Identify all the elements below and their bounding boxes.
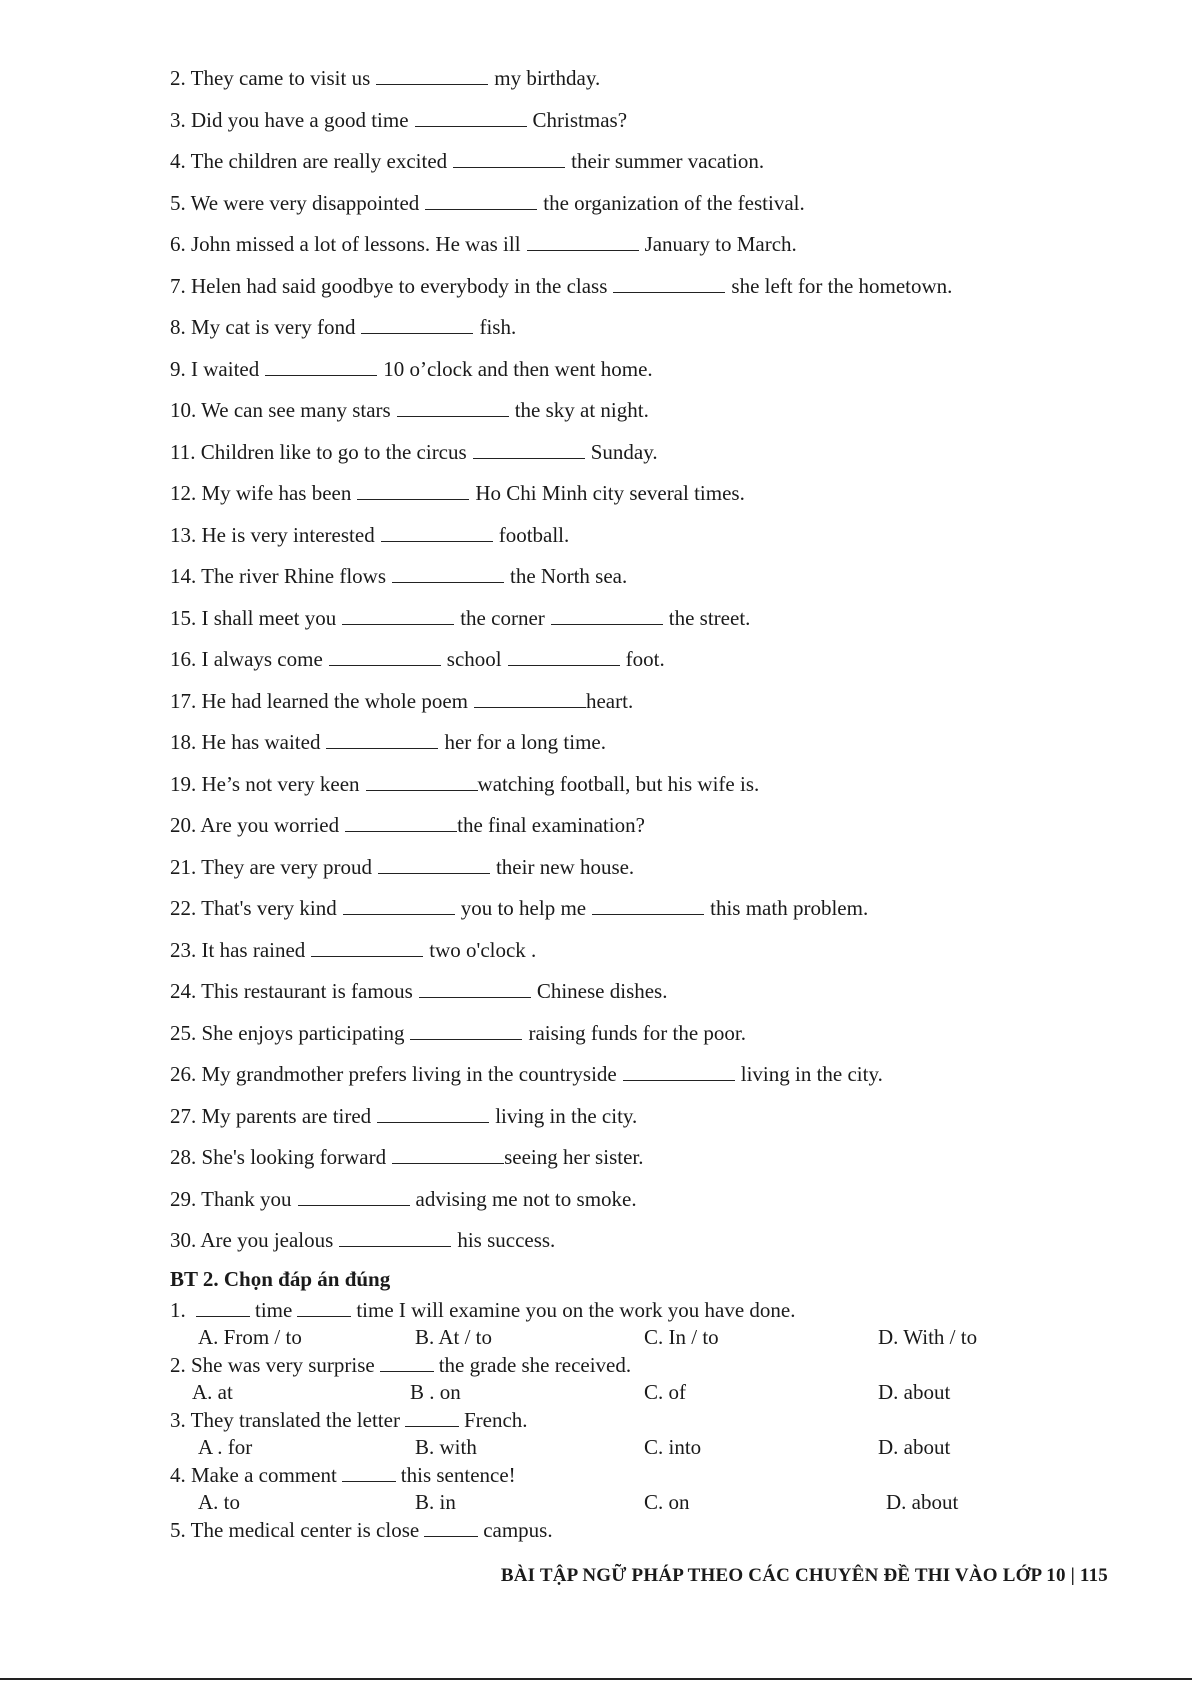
question-25 [170,1019,1130,1061]
question-text: heart. [585,688,634,713]
question-text: football. [498,522,570,547]
answer-blank[interactable] [343,898,455,915]
answer-blank[interactable] [326,732,438,749]
question-text: the North sea. [510,564,628,588]
question-number: 28. [170,1145,197,1169]
question-text: The medical center is close [190,1518,420,1542]
question-text: She was very surprise [191,1353,375,1377]
answer-blank[interactable] [527,234,639,251]
question-text: two o'clock . [429,937,537,962]
question-number: 21. [170,854,197,879]
mc-question-3 [170,1407,1130,1434]
answer-blank[interactable] [376,68,488,85]
option-a[interactable]: A . for [198,1435,253,1459]
question-29 [170,1185,1130,1227]
question-text: This restaurant is famous [201,979,413,1003]
question-number: 18. [170,730,197,754]
question-number: 1. [170,1298,186,1322]
question-text: She enjoys participating [201,1020,405,1045]
question-text: school [446,647,502,671]
question-text: They came to visit us [190,66,371,90]
question-number: 9. [170,356,186,381]
answer-blank[interactable] [592,898,704,915]
question-number: 29. [170,1186,197,1211]
answer-blank[interactable] [378,857,490,874]
question-number: 3. [170,107,186,132]
question-text: I always come [201,647,323,671]
answer-blank[interactable] [361,317,473,334]
question-text: The children are really excited [190,149,448,173]
answer-blank[interactable] [297,1301,351,1317]
answer-blank[interactable] [366,774,478,791]
option-d[interactable]: D. about [878,1380,951,1404]
option-c[interactable]: C. In / to [644,1325,719,1349]
question-text: seeing her sister. [504,1145,644,1169]
question-number: 19. [170,771,197,796]
question-11 [170,438,1130,480]
question-text: watching football, but his wife is. [477,771,760,796]
answer-blank[interactable] [392,1147,504,1164]
question-text: the grade she received. [438,1353,632,1377]
question-number: 17. [170,688,197,713]
mc-question-4 [170,1462,1130,1489]
option-d[interactable]: D. about [878,1435,951,1459]
mc-question-2 [170,1352,1130,1379]
question-text: Make a comment [191,1463,337,1487]
question-16 [170,645,1130,687]
bottom-divider [0,1678,1192,1680]
option-b[interactable]: B . on [410,1380,461,1404]
question-text: foot. [625,647,665,671]
question-text: My parents are tired [201,1103,372,1128]
question-number: 14. [170,564,197,588]
question-text: Ho Chi Minh city several times. [475,481,745,505]
question-7 [170,272,1130,314]
question-text: Helen had said goodbye to everybody in the class [191,273,608,298]
option-b[interactable]: B. At / to [415,1325,493,1349]
question-26 [170,1060,1130,1102]
answer-blank[interactable] [265,359,377,376]
question-text: living in the city. [740,1062,883,1086]
question-number: 5. [170,190,186,215]
question-text: time I will examine you on the work you have done. [356,1298,796,1322]
question-text: She's looking forward [201,1145,387,1169]
question-text: It has rained [201,937,306,962]
question-text: That's very kind [201,896,337,920]
question-24 [170,977,1130,1019]
option-d[interactable]: D. about [886,1490,959,1514]
answer-blank[interactable] [381,525,493,542]
answer-blank[interactable] [425,193,537,210]
answer-blank[interactable] [329,649,441,666]
page-footer: BÀI TẬP NGỮ PHÁP THEO CÁC CHUYÊN ĐỀ THI VÀO LỚP 10 | 115 [500,1565,1108,1586]
question-text: Children like to go to the circus [200,439,467,464]
section-title: BT 2. Chọn đáp án đúng [170,1267,391,1291]
option-a[interactable]: A. From / to [198,1325,302,1349]
mc-options-2 [170,1379,1130,1407]
question-text: Sunday. [590,439,658,464]
question-19 [170,770,1130,812]
question-text: 10 o’clock and then went home. [383,356,653,381]
question-text: Thank you [201,1186,292,1211]
question-text: My grandmother prefers living in the countryside [201,1062,617,1086]
question-number: 8. [170,315,186,339]
question-text: she left for the hometown. [731,273,953,298]
option-c[interactable]: C. of [644,1380,686,1404]
option-b[interactable]: B. in [415,1490,456,1514]
mc-question-1 [170,1297,1130,1324]
question-text: We can see many stars [201,398,391,422]
question-number: 26. [170,1062,197,1086]
question-text: the organization of the festival. [543,190,805,215]
question-text: Chinese dishes. [536,979,668,1003]
question-text: Are you jealous [200,1228,334,1252]
question-text: advising me not to smoke. [415,1186,637,1211]
question-text: raising funds for the poor. [528,1020,747,1045]
exercise-2 [170,1265,1130,1544]
question-text: Did you have a good time [191,107,409,132]
option-d[interactable]: D. With / to [878,1325,978,1349]
question-number: 5. [170,1518,186,1542]
answer-blank[interactable] [453,151,565,168]
answer-blank[interactable] [508,649,620,666]
question-17 [170,687,1130,729]
question-number: 4. [170,1463,186,1487]
question-text: He is very interested [201,522,375,547]
question-text: I shall meet you [201,605,337,630]
answer-blank[interactable] [623,1064,735,1081]
answer-blank[interactable] [342,1466,396,1482]
question-23 [170,936,1130,978]
question-6 [170,230,1130,272]
answer-blank[interactable] [474,691,586,708]
question-text: French. [463,1408,528,1432]
question-text: Are you worried [200,813,340,837]
question-text: the final examination? [457,813,645,837]
answer-blank[interactable] [377,1106,489,1123]
question-30 [170,1226,1130,1268]
question-10 [170,396,1130,438]
mc-options-1 [170,1324,1130,1352]
question-20 [170,811,1130,853]
question-number: 3. [170,1408,186,1432]
question-text: John missed a lot of lessons. He was ill [191,232,521,256]
exercise-1-list [170,64,1130,1268]
question-text: her for a long time. [444,730,606,754]
option-b[interactable]: B. with [415,1435,477,1459]
question-text: January to March. [644,232,797,256]
question-12 [170,479,1130,521]
question-27 [170,1102,1130,1144]
answer-blank[interactable] [339,1230,451,1247]
answer-blank[interactable] [405,1411,459,1427]
question-number: 23. [170,937,197,962]
question-text: They are very proud [201,854,372,879]
question-number: 13. [170,522,197,547]
question-text: He has waited [201,730,321,754]
question-9 [170,355,1130,397]
answer-blank[interactable] [551,608,663,625]
question-number: 24. [170,979,197,1003]
question-text: We were very disappointed [190,190,420,215]
question-22 [170,894,1130,936]
answer-blank[interactable] [311,940,423,957]
question-text: My cat is very fond [191,315,356,339]
question-text: their new house. [495,854,635,879]
answer-blank[interactable] [424,1521,478,1537]
question-text: the street. [668,605,751,630]
option-a[interactable]: A. at [192,1380,233,1404]
question-number: 2. [170,66,186,90]
answer-blank[interactable] [380,1356,434,1372]
question-text: I waited [191,356,260,381]
question-21 [170,853,1130,895]
question-number: 30. [170,1228,197,1252]
mc-options-3 [170,1434,1130,1462]
question-13 [170,521,1130,563]
question-15 [170,604,1130,646]
mc-question-5 [170,1517,1130,1544]
option-c[interactable]: C. into [644,1435,702,1459]
answer-blank[interactable] [392,566,504,583]
answer-blank[interactable] [410,1023,522,1040]
question-3 [170,106,1130,148]
question-number: 11. [170,439,196,464]
question-text: campus. [483,1518,553,1542]
question-text: The river Rhine flows [201,564,386,588]
question-text: He’s not very keen [201,771,360,796]
option-c[interactable]: C. on [644,1490,690,1514]
option-a[interactable]: A. to [198,1490,240,1514]
question-number: 6. [170,232,186,256]
question-8 [170,313,1130,355]
question-text: time [255,1298,293,1322]
answer-blank[interactable] [419,981,531,998]
question-text: their summer vacation. [571,149,765,173]
question-text: my birthday. [494,66,601,90]
question-text: Christmas? [532,107,628,132]
answer-blank[interactable] [613,276,725,293]
mc-options-4 [170,1489,1130,1517]
question-number: 15. [170,605,197,630]
question-18 [170,728,1130,770]
question-28 [170,1143,1130,1185]
question-number: 10. [170,398,197,422]
question-text: fish. [479,315,517,339]
question-number: 12. [170,481,197,505]
question-text: My wife has been [201,481,352,505]
question-2 [170,64,1130,106]
answer-blank[interactable] [298,1189,410,1206]
question-number: 27. [170,1103,197,1128]
answer-blank[interactable] [345,815,457,832]
question-text: you to help me [460,896,587,920]
question-text: the corner [460,605,545,630]
question-number: 25. [170,1020,197,1045]
question-text: his success. [457,1228,556,1252]
question-text: this math problem. [710,896,869,920]
question-number: 4. [170,149,186,173]
question-14 [170,562,1130,604]
answer-blank[interactable] [196,1301,250,1317]
question-5 [170,189,1130,231]
question-text: this sentence! [400,1463,516,1487]
question-number: 2. [170,1353,186,1377]
question-text: living in the city. [495,1103,638,1128]
question-text: the sky at night. [514,398,649,422]
question-number: 22. [170,896,197,920]
answer-blank[interactable] [342,608,454,625]
question-text: They translated the letter [190,1408,400,1432]
answer-blank[interactable] [357,483,469,500]
question-number: 16. [170,647,197,671]
question-number: 20. [170,813,197,837]
answer-blank[interactable] [473,442,585,459]
question-4 [170,147,1130,189]
answer-blank[interactable] [397,400,509,417]
answer-blank[interactable] [415,110,527,127]
question-number: 7. [170,273,186,298]
question-text: He had learned the whole poem [201,688,468,713]
